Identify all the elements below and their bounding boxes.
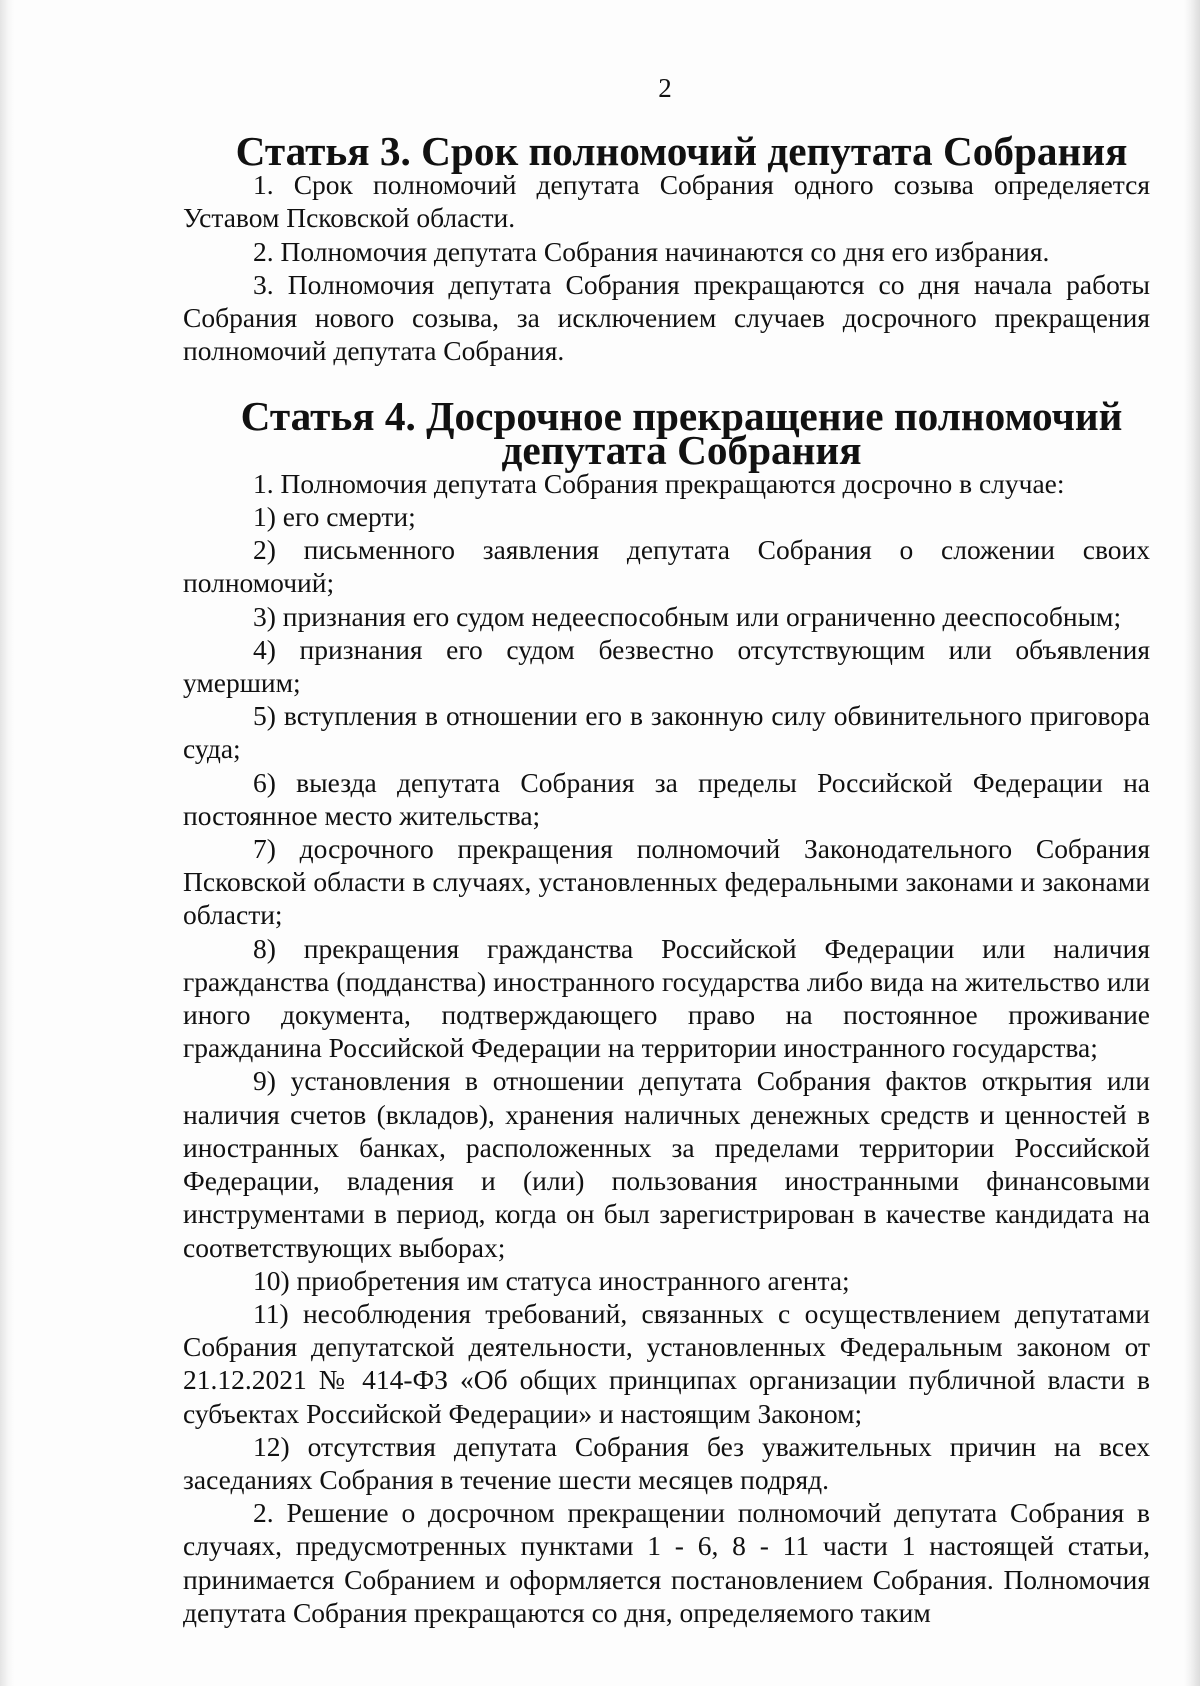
article-4-paragraph: 2. Решение о досрочном прекращении полномочий депутата Собрания в случаях, предусмотренных пунктами 1 - 6, 8 - 11 части 1 настоящей статьи, принимается Собранием и оформляется постановлением Собрания. Полномочия депутата Собрания прекращаются со дня, определяемого таким bbox=[183, 1497, 1150, 1628]
article-4-item: 9) установления в отношении депутата Собрания фактов открытия или наличия счетов (вкладов), хранения наличных денежных средств и ценностей в иностранных банках, расположенных за пределами территории Российской Федерации, владения и (или) пользования иностранными финансовыми инструментами в период, когда он был зарегистрирован в качестве кандидата на соответствующих выборах; bbox=[183, 1065, 1150, 1263]
document-body bbox=[183, 128, 1150, 1629]
article-3-heading: Статья 3. Срок полномочий депутата Собрания bbox=[235, 128, 1128, 174]
article-4-item: 6) выезда депутата Собрания за пределы Российской Федерации на постоянное место жительства; bbox=[183, 766, 1150, 831]
article-4-item: 10) приобретения им статуса иностранного агента; bbox=[253, 1264, 850, 1296]
article-4-item: 11) несоблюдения требований, связанных с осуществлением депутатами Собрания депутатской деятельности, установленных Федеральным законом от 21.12.2021 № 414-ФЗ «Об общих принципах организации публичной власти в субъектах Российской Федерации» и настоящим Законом; bbox=[183, 1297, 1150, 1429]
article-4-heading: Статья 4. Досрочное прекращение полномочий депутата Собрания bbox=[240, 393, 1123, 473]
article-4-item: 2) письменного заявления депутата Собрания о сложении своих полномочий; bbox=[183, 534, 1150, 599]
article-4-item: 4) признания его судом безвестно отсутствующим или объявления умершим; bbox=[183, 633, 1150, 699]
page-number: 2 bbox=[658, 73, 672, 103]
article-4-item: 3) признания его судом недееспособным или ограниченно дееспособным; bbox=[253, 600, 1122, 632]
article-4-item: 7) досрочного прекращения полномочий Законодательного Собрания Псковской области в случаях, установленных федеральными законами и законами области; bbox=[183, 833, 1150, 931]
article-3-paragraph: 2. Полномочия депутата Собрания начинаются со дня его избрания. bbox=[253, 235, 1050, 267]
article-4-item: 5) вступления в отношении его в законную силу обвинительного приговора суда; bbox=[183, 700, 1150, 765]
article-3-paragraph: 3. Полномочия депутата Собрания прекращаются со дня начала работы Собрания нового созыва, за исключением случаев досрочного прекращения полномочий депутата Собрания. bbox=[183, 268, 1150, 367]
article-3-paragraph: 1. Срок полномочий депутата Собрания одного созыва определяется Уставом Псковской области. bbox=[183, 169, 1150, 234]
article-4-item: 12) отсутствия депутата Собрания без уважительных причин на всех заседаниях Собрания в течение шести месяцев подряд. bbox=[183, 1430, 1150, 1495]
article-4-paragraph: 1. Полномочия депутата Собрания прекращаются досрочно в случае: bbox=[253, 467, 1065, 499]
scan-edge-left bbox=[0, 0, 14, 1686]
article-4-item: 1) его смерти; bbox=[253, 501, 416, 533]
scan-edge-right bbox=[1184, 0, 1200, 1686]
article-4-item: 8) прекращения гражданства Российской Федерации или наличия гражданства (подданства) иностранного государства либо вида на жительство или иного документа, подтверждающего право на постоянное проживание гражданина Российской Федерации на территории иностранного государства; bbox=[183, 932, 1150, 1064]
